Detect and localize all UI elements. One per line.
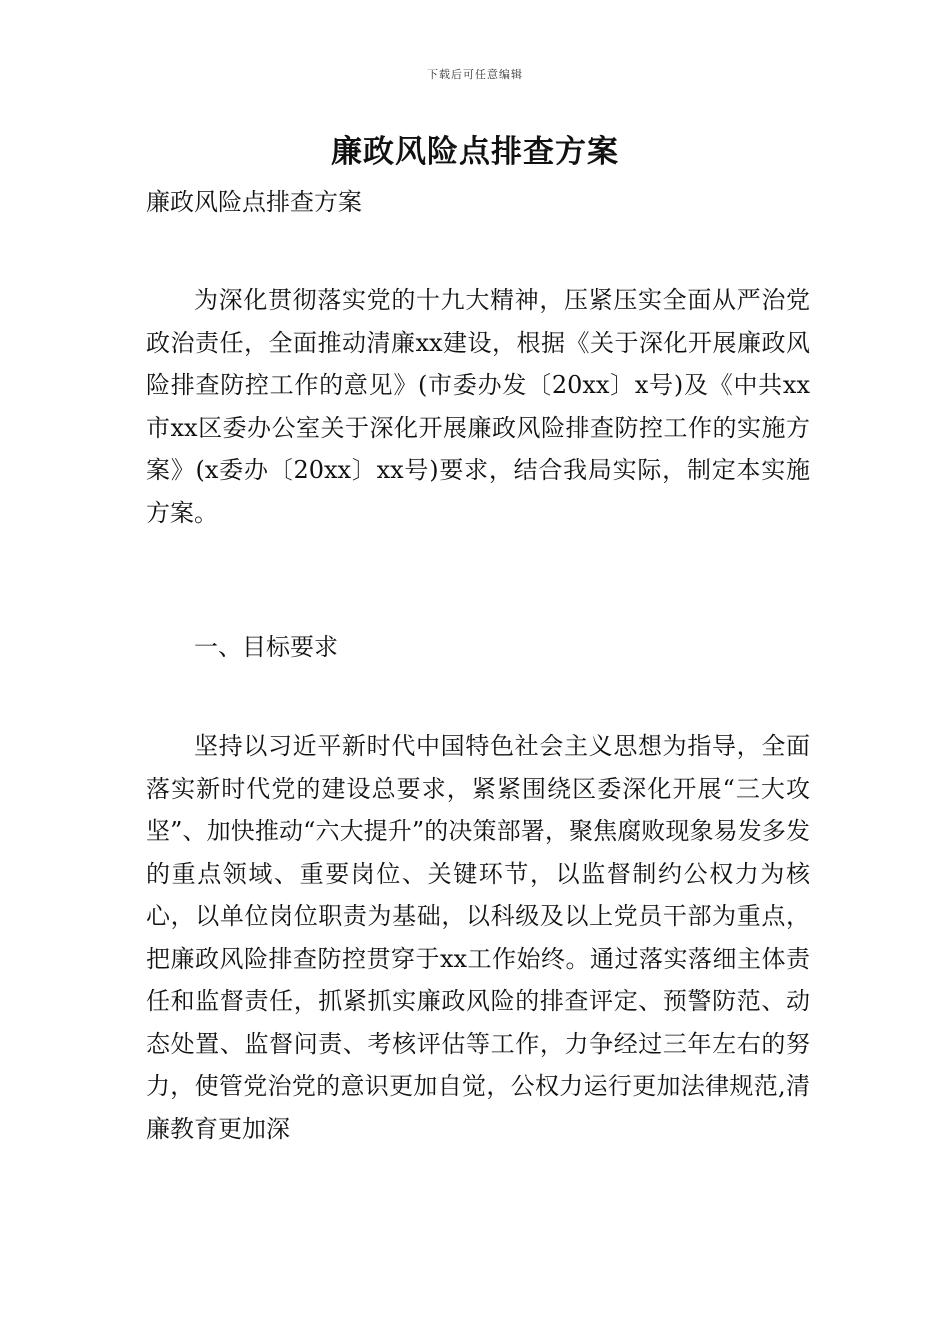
- document-title: 廉政风险点排查方案: [331, 134, 619, 170]
- section-paragraph: 坚持以习近平新时代中国特色社会主义思想为指导，全面落实新时代党的建设总要求，紧紧围绕区委深化开展“三大攻坚”、加快推动“六大提升”的决策部署，聚焦腐败现象易发多发的重点领域、重要岗位、关键环节，以监督制约公权力为核心，以单位岗位职责为基础，以科级及以上党员干部为重点，把廉政风险排查防控贯穿于xx工作始终。通过落实落细主体责任和监督责任，抓紧抓实廉政风险的排查评定、预警防范、动态处置、监督问责、考核评估等工作，力争经过三年左右的努力，使管党治党的意识更加自觉，公权力运行更加法律规范,清廉教育更加深: [146, 732, 810, 1143]
- section-heading: 一、目标要求: [194, 633, 338, 661]
- intro-paragraph: 为深化贯彻落实党的十九大精神，压紧压实全面从严治党政治责任，全面推动清廉xx建设，根据《关于深化开展廉政风险排查防控工作的意见》(市委办发〔20xx〕x号)及《中共xx市xx区委办公室关于深化开展廉政风险排查防控工作的实施方案》(x委办〔20xx〕xx号)要求，结合我局实际，制定本实施方案。: [146, 286, 810, 527]
- document-subtitle: 廉政风险点排查方案: [146, 188, 362, 216]
- header-note: 下载后可任意编辑: [427, 68, 523, 81]
